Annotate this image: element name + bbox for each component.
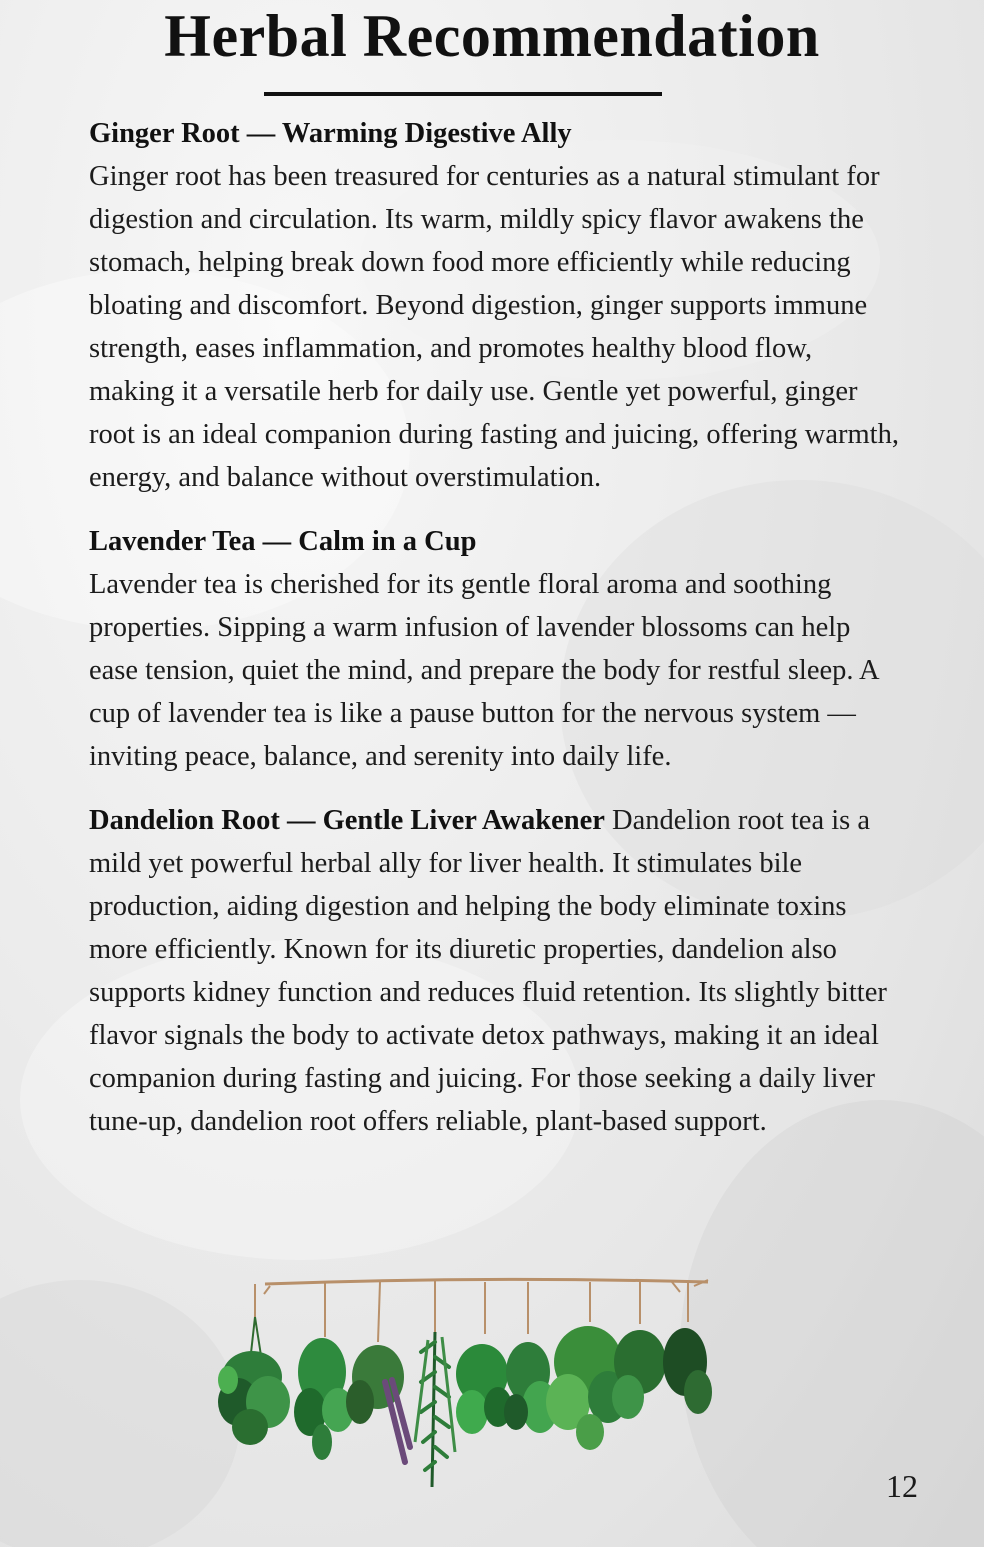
herb-section-lavender (89, 520, 899, 778)
herb-section-ginger (89, 112, 899, 499)
title-divider (264, 92, 662, 96)
hanging-herbs-icon (210, 1262, 720, 1497)
section-heading: Dandelion Root — Gentle Liver Awakener (89, 805, 605, 836)
herb-section-dandelion (89, 799, 899, 1143)
section-heading: Lavender Tea — Calm in a Cup (89, 526, 477, 557)
page-number: 12 (886, 1468, 918, 1504)
section-body: Dandelion root tea is a mild yet powerful herbal ally for liver health. It stimulates bile production, aiding digestion and helping the body eliminate toxins more efficiently. Known for its diuretic properties, dandelion also supports kidney function and reduces fluid retention. Its slightly bitter flavor signals the body to activate detox pathways, making it an ideal companion during fasting and juicing. For those seeking a daily liver tune-up, dandelion root offers reliable, plant-based support. (89, 805, 887, 1137)
section-body: Ginger root has been treasured for centuries as a natural stimulant for digestion and circulation. Its warm, mildly spicy flavor awakens the stomach, helping break down food more efficiently while reducing bloating and discomfort. Beyond digestion, ginger supports immune strength, eases inflammation, and promotes healthy blood flow, making it a versatile herb for daily use. Gentle yet powerful, ginger root is an ideal companion during fasting and juicing, offering warmth, energy, and balance without overstimulation. (89, 161, 899, 493)
page-title: Herbal Recommendation (164, 3, 820, 69)
section-body: Lavender tea is cherished for its gentle floral aroma and soothing properties. Sipping a warm infusion of lavender blossoms can help ease tension, quiet the mind, and prepare the body for restful sleep. A cup of lavender tea is like a pause button for the nervous system — inviting peace, balance, and serenity into daily life. (89, 569, 879, 772)
herb-recommendations (89, 112, 899, 1164)
section-heading: Ginger Root — Warming Digestive Ally (89, 118, 572, 149)
